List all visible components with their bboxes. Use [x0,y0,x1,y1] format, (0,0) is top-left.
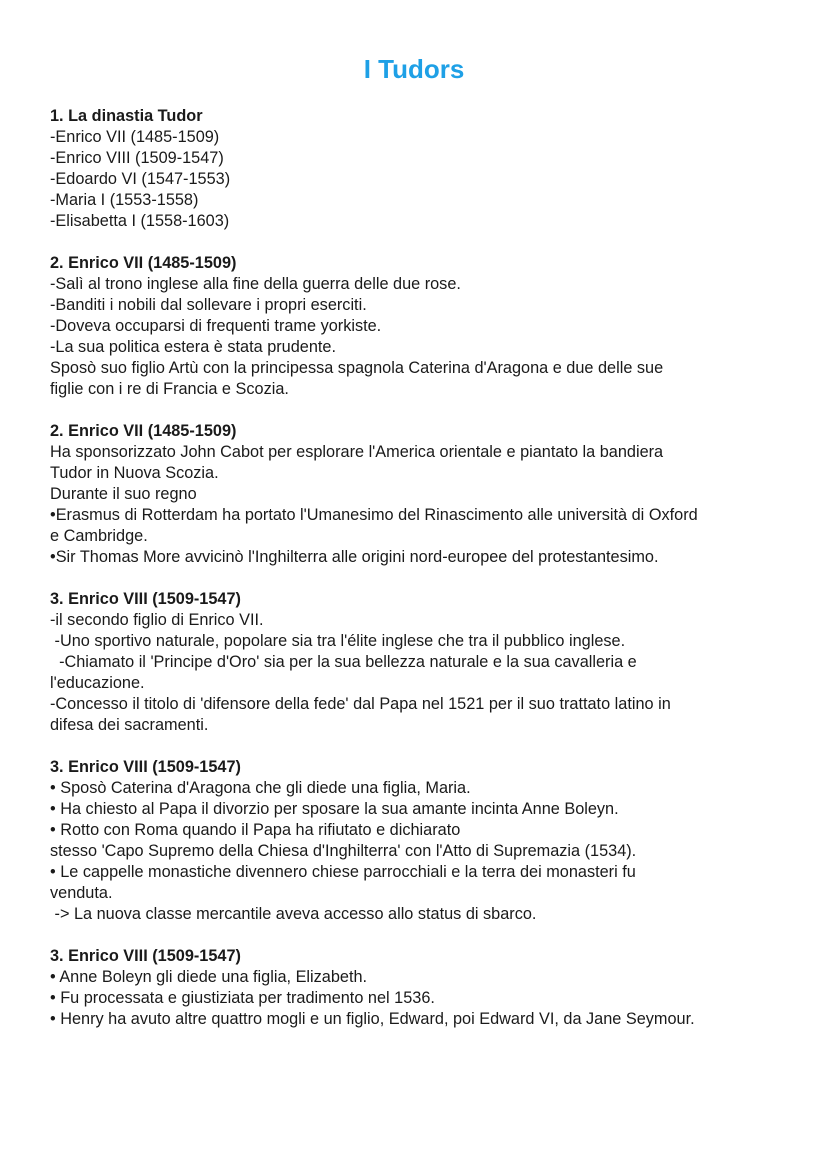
text-line: • Anne Boleyn gli diede una figlia, Elizabeth. [50,968,368,986]
text-line: e Cambridge. [50,527,148,545]
text-line: venduta. [50,884,113,902]
text-line: •Sir Thomas More avvicinò l'Inghilterra alle origini nord-europee del protestantesimo. [50,548,659,566]
text-line: -Enrico VIII (1509-1547) [50,149,224,167]
text-line: -La sua politica estera è stata prudente. [50,338,337,356]
text-line: l'educazione. [50,674,145,692]
text-line: • Sposò Caterina d'Aragona che gli diede una figlia, Maria. [50,779,471,797]
text-line: Sposò suo figlio Artù con la principessa spagnola Caterina d'Aragona e due delle sue [50,359,664,377]
section-heading: 2. Enrico VII (1485-1509) [50,254,237,272]
section-henry-viii-c [50,946,790,1030]
section-heading: 1. La dinastia Tudor [50,107,203,125]
text-line: -Uno sportivo naturale, popolare sia tra l'élite inglese che tra il pubblico inglese. [50,632,626,650]
text-line: figlie con i re di Francia e Scozia. [50,380,289,398]
text-line: -Maria I (1553-1558) [50,191,199,209]
text-line: -Concesso il titolo di 'difensore della fede' dal Papa nel 1521 per il suo trattato latino in [50,695,671,713]
section-henry-viii-a [50,589,790,736]
text-line: difesa dei sacramenti. [50,716,209,734]
text-line: -Chiamato il 'Principe d'Oro' sia per la sua bellezza naturale e la sua cavalleria e [50,653,637,671]
section-henry-viii-b [50,757,790,925]
text-line: -Banditi i nobili dal sollevare i propri eserciti. [50,296,367,314]
text-line: • Ha chiesto al Papa il divorzio per sposare la sua amante incinta Anne Boleyn. [50,800,619,818]
section-heading: 3. Enrico VIII (1509-1547) [50,758,241,776]
section-henry-vii-b [50,421,790,568]
text-line: -il secondo figlio di Enrico VII. [50,611,264,629]
text-line: -> La nuova classe mercantile aveva accesso allo status di sbarco. [50,905,537,923]
section-heading: 3. Enrico VIII (1509-1547) [50,590,241,608]
text-line: Ha sponsorizzato John Cabot per esplorare l'America orientale e piantato la bandiera [50,443,664,461]
document-body [50,106,790,1051]
text-line: • Henry ha avuto altre quattro mogli e un figlio, Edward, poi Edward VI, da Jane Seymour. [50,1010,695,1028]
text-line: • Fu processata e giustiziata per tradimento nel 1536. [50,989,435,1007]
text-line: • Le cappelle monastiche divennero chiese parrocchiali e la terra dei monasteri fu [50,863,636,881]
text-line: Tudor in Nuova Scozia. [50,464,219,482]
section-dynasty [50,106,790,232]
text-line: stesso 'Capo Supremo della Chiesa d'Inghilterra' con l'Atto di Supremazia (1534). [50,842,637,860]
section-heading: 2. Enrico VII (1485-1509) [50,422,237,440]
section-henry-vii-a [50,253,790,400]
text-line: -Salì al trono inglese alla fine della guerra delle due rose. [50,275,461,293]
text-line: -Enrico VII (1485-1509) [50,128,220,146]
page-title: I Tudors [363,54,465,84]
text-line: • Rotto con Roma quando il Papa ha rifiutato e dichiarato [50,821,461,839]
section-heading: 3. Enrico VIII (1509-1547) [50,947,241,965]
text-line: -Doveva occuparsi di frequenti trame yorkiste. [50,317,382,335]
text-line: •Erasmus di Rotterdam ha portato l'Umanesimo del Rinascimento alle università di Oxford [50,506,698,524]
text-line: -Elisabetta I (1558-1603) [50,212,230,230]
text-line: Durante il suo regno [50,485,197,503]
text-line: -Edoardo VI (1547-1553) [50,170,231,188]
